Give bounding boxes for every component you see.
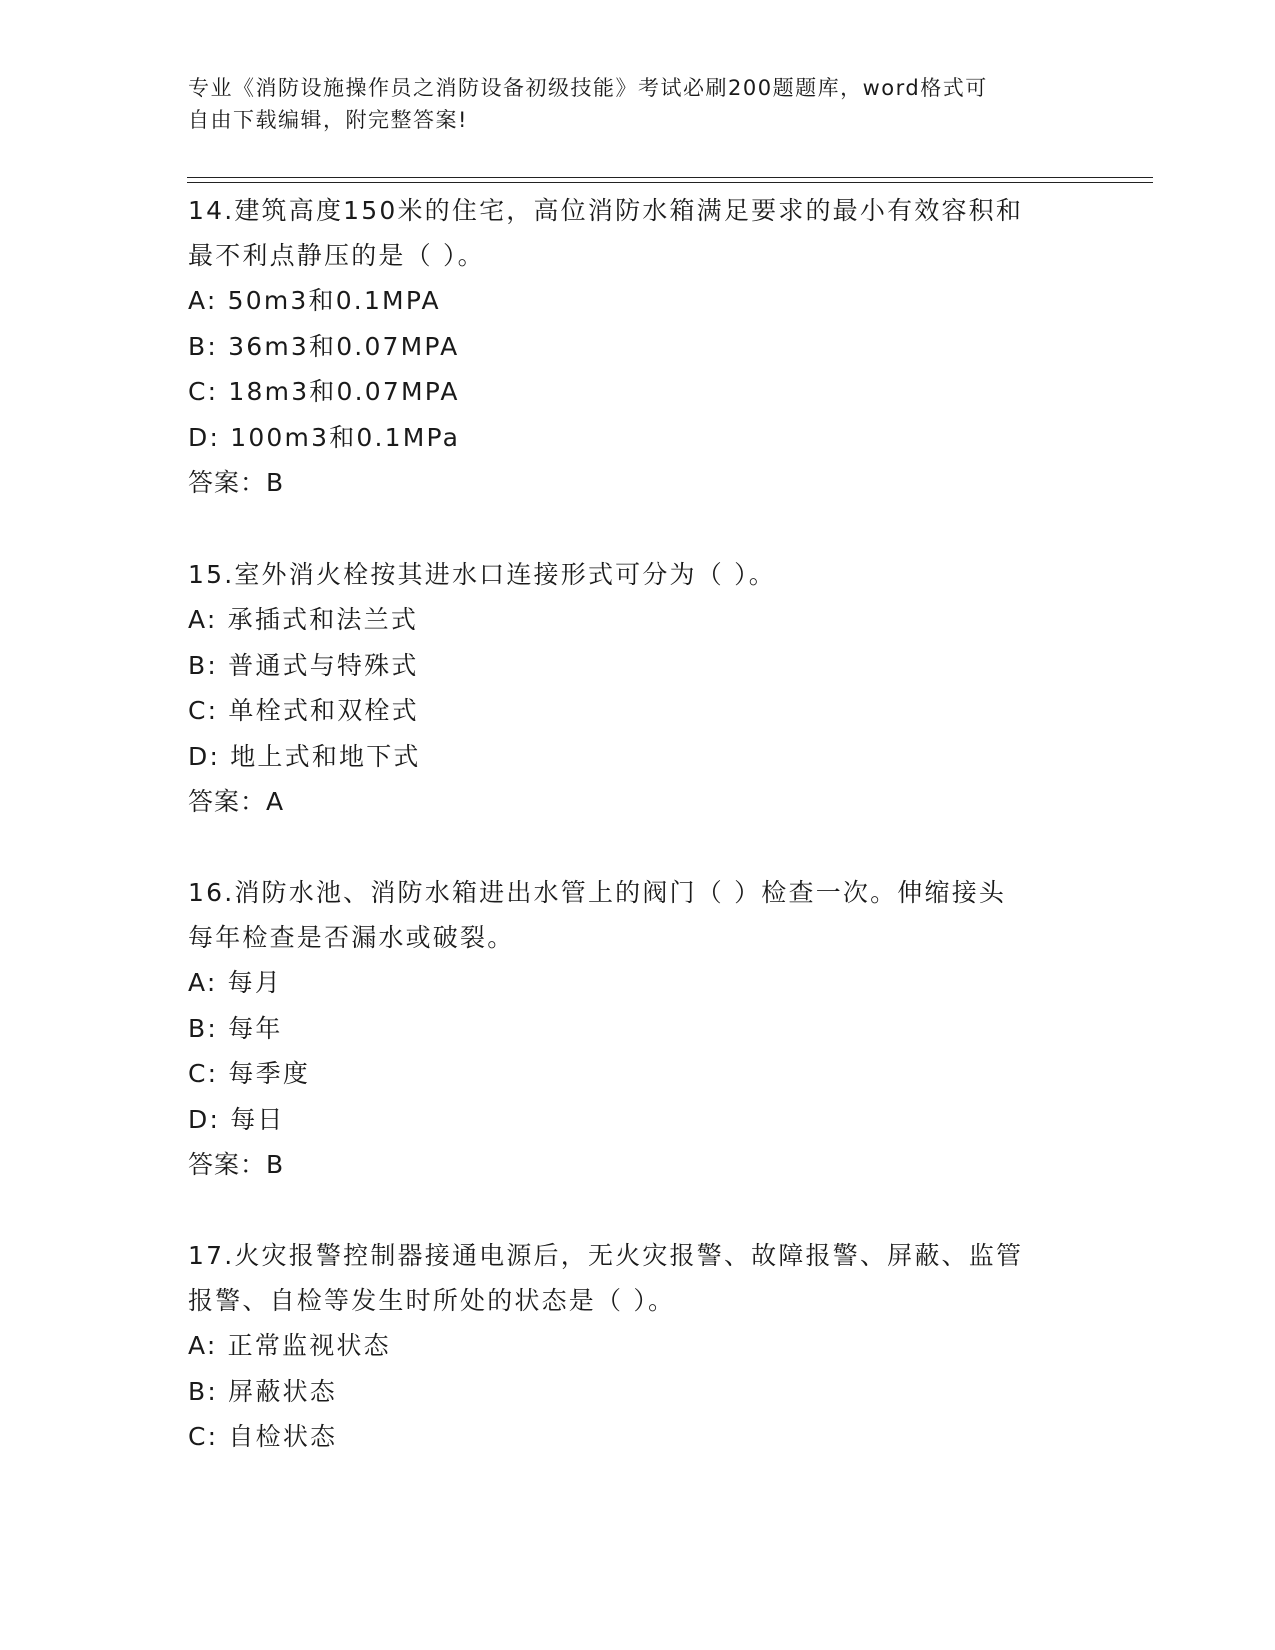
question-17 bbox=[188, 1233, 1068, 1460]
question-stem-line: 每年检查是否漏水或破裂。 bbox=[188, 923, 515, 952]
answer: 答案：A bbox=[188, 787, 285, 816]
option-c: C: 18m3和0.07MPA bbox=[188, 377, 460, 406]
option-c: C: 单栓式和双栓式 bbox=[188, 696, 419, 725]
header-line-2: 自由下载编辑，附完整答案! bbox=[188, 108, 468, 132]
question-stem-line: 14.建筑高度150米的住宅，高位消防水箱满足要求的最小有效容积和 bbox=[188, 196, 1024, 225]
question-14 bbox=[188, 188, 1068, 505]
header-divider-top bbox=[187, 177, 1153, 178]
question-stem-line: 最不利点静压的是（ ）。 bbox=[188, 241, 485, 270]
document-header bbox=[188, 72, 1068, 136]
header-line-1: 专业《消防设施操作员之消防设备初级技能》考试必刷200题题库，word格式可 bbox=[188, 76, 988, 100]
option-c: C: 自检状态 bbox=[188, 1422, 338, 1451]
answer: 答案：B bbox=[188, 1150, 285, 1179]
option-b: B: 普通式与特殊式 bbox=[188, 650, 419, 680]
question-stem-line: 16.消防水池、消防水箱进出水管上的阀门（ ）检查一次。伸缩接头 bbox=[188, 878, 1007, 907]
question-stem-line: 报警、自检等发生时所处的状态是（ ）。 bbox=[188, 1286, 676, 1315]
option-a: A: 承插式和法兰式 bbox=[188, 605, 419, 634]
option-b: B: 屏蔽状态 bbox=[188, 1376, 337, 1406]
option-c: C: 每季度 bbox=[188, 1059, 311, 1088]
header-divider-bottom bbox=[187, 182, 1153, 183]
question-stem-line: 15.室外消火栓按其进水口连接形式可分为（ ）。 bbox=[188, 560, 777, 589]
answer: 答案：B bbox=[188, 468, 285, 497]
option-b: B: 36m3和0.07MPA bbox=[188, 331, 460, 361]
question-16 bbox=[188, 870, 1068, 1187]
question-stem-line: 17.火灾报警控制器接通电源后，无火灾报警、故障报警、屏蔽、监管 bbox=[188, 1241, 1024, 1270]
option-a: A: 每月 bbox=[188, 968, 283, 997]
option-a: A: 50m3和0.1MPA bbox=[188, 286, 441, 315]
option-d: D: 每日 bbox=[188, 1104, 285, 1134]
question-15 bbox=[188, 552, 1068, 824]
option-d: D: 100m3和0.1MPa bbox=[188, 422, 461, 452]
option-a: A: 正常监视状态 bbox=[188, 1331, 391, 1360]
option-b: B: 每年 bbox=[188, 1013, 283, 1043]
option-d: D: 地上式和地下式 bbox=[188, 741, 421, 771]
